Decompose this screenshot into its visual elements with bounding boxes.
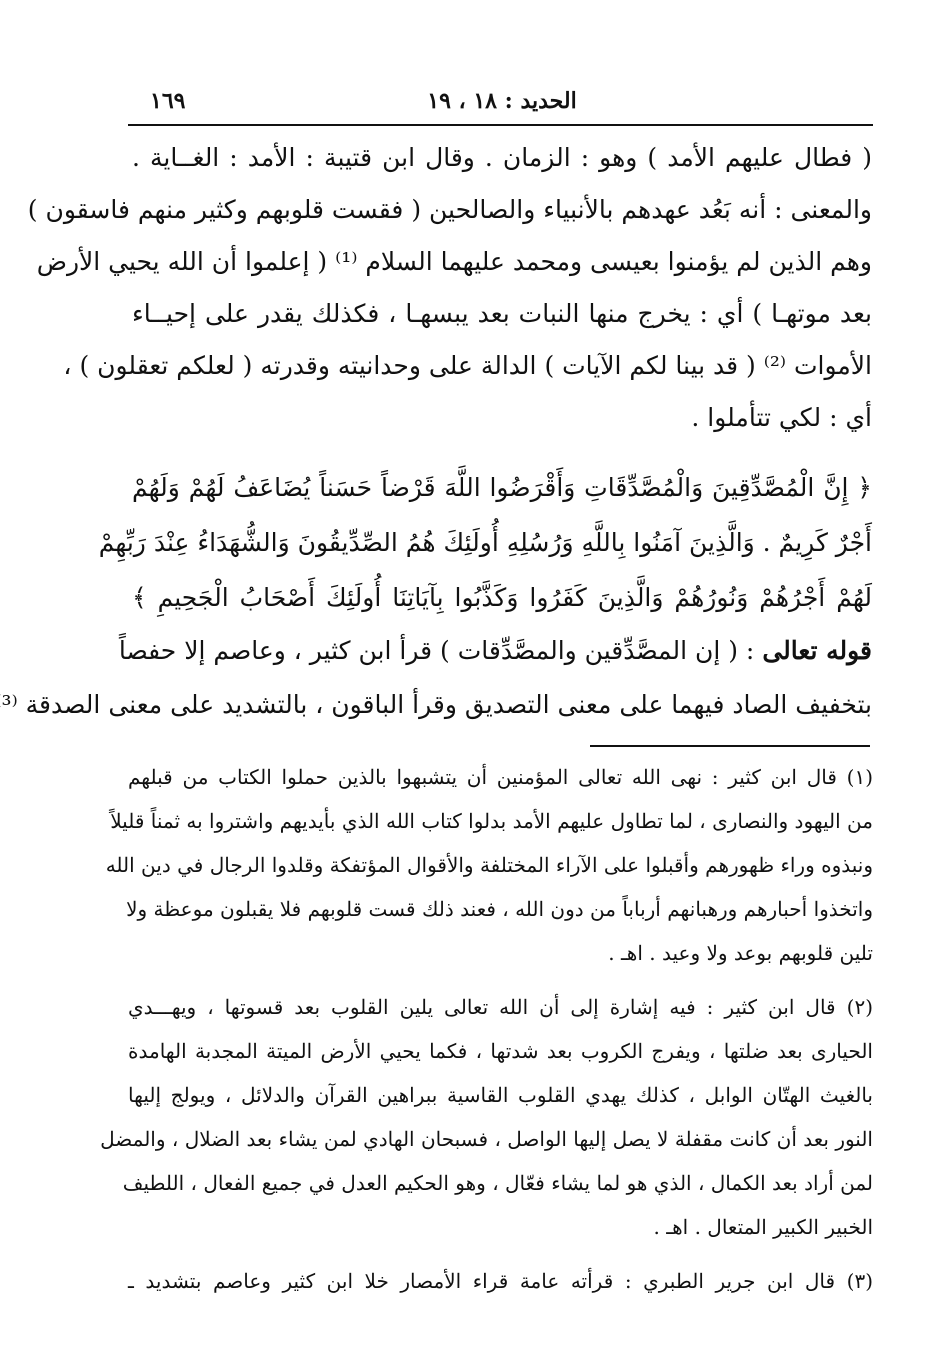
quran-verse <box>98 460 872 625</box>
commentary-text: : ( إن المصَّدِّقين والمصَّدِّقات ) قرأ ابن كثير ، وعاصم إلا حفصاً <box>118 636 755 665</box>
footnote-line: من اليهود والنصارى ، لما تطاول عليهم الأمد بدلوا كتاب الله الذي بأيديهم واشتروا به ثمناً قليلاً <box>110 809 873 833</box>
verse-line: ﴿ إِنَّ الْمُصَّدِّقِينَ وَالْمُصَّدِّقَاتِ وَأَقْرَضُوا اللَّهَ قَرْضاً حَسَناً يُضَاعَفُ لَهُمْ وَلَهُمْ <box>132 473 872 502</box>
text-line: أي : لكي تتأملوا . <box>691 403 872 432</box>
footnote-line: واتخذوا أحبارهم ورهبانهم أرباباً من دون الله ، فعند ذلك قست قلوبهم فلا يقبلون موعظة ولا <box>126 897 873 921</box>
header-rule <box>128 124 873 126</box>
text-line: الأموات ⁽²⁾ ( قد بينا لكم الآيات ) الدالة على وحدانيته وقدرته ( لعلكم تعقلون ) ، <box>63 351 872 380</box>
footnote-line: تلين قلوبهم بوعد ولا وعيد . اهـ . <box>608 941 873 965</box>
footnote-line: الخبير الكبير المتعال . اهـ . <box>653 1215 873 1239</box>
commentary-line <box>118 624 872 678</box>
main-text <box>27 132 872 444</box>
footnote-line: ونبذوه وراء ظهورهم وأقبلوا على الآراء المختلفة والأقوال المؤتفكة وقلدوا الرجال في دين الله <box>105 853 873 877</box>
verse-line: أَجْرٌ كَرِيمٌ . وَالَّذِينَ آمَنُوا بِاللَّهِ وَرُسُلِهِ أُولَئِكَ هُمُ الصِّدِّيقُونَ وَالشُّهَدَاءُ عِنْدَ رَبِّهِمْ <box>98 528 872 557</box>
footnote-line: النور بعد أن كانت مقفلة لا يصل إليها الواصل ، فسبحان الهادي لمن يشاء بعد الضلال ، والمضل <box>100 1127 873 1151</box>
commentary-lead: قوله تعالى <box>762 636 872 665</box>
footnotes <box>100 755 873 1313</box>
footnote-line: بالغيث الهتّان الوابل ، كذلك يهدي القلوب القاسية ببراهين القرآن والدلائل ، ويولج إليها <box>128 1083 873 1107</box>
page-header <box>132 82 872 122</box>
running-title: الحديد : ١٨ ، ١٩ <box>427 88 577 114</box>
footnote-line: (٣) قال ابن جرير الطبري : قرأته عامة قراء الأمصار خلا ابن كثير وعاصم بتشديد ـ <box>128 1269 873 1293</box>
footnote-line: الحيارى بعد ضلتها ، ويفرج الكروب بعد شدتها ، فكما يحيي الأرض الميتة المجدبة الهامدة <box>128 1039 873 1063</box>
text-line: ( فطال عليهم الأمد ) وهو : الزمان . وقال ابن قتيبة : الأمد : الغــاية . <box>132 143 872 172</box>
footnote-2 <box>100 985 873 1249</box>
commentary <box>1 624 872 732</box>
footnote-3 <box>128 1259 873 1303</box>
page-number: ١٦٩ <box>150 88 186 114</box>
text-line: بعد موتهـا ) أي : يخرج منها النبات بعد يبسهـا ، فكذلك يقدر على إحيــاء <box>132 299 872 328</box>
commentary-line: بتخفيف الصاد فيهما على معنى التصديق وقرأ الباقون ، بالتشديد على معنى الصدقة ⁽³ <box>1 690 872 719</box>
footnote-1 <box>105 755 873 975</box>
footnote-line: لمن أراد بعد الكمال ، الذي هو لما يشاء فعّال ، وهو الحكيم العدل في جميع الفعال ، اللطيف <box>122 1171 873 1195</box>
footnote-line: (٢) قال ابن كثير : فيه إشارة إلى أن الله تعالى يلين القلوب بعد قسوتها ، ويهـــدي <box>128 995 873 1019</box>
verse-line: لَهُمْ أَجْرُهُمْ وَنُورُهُمْ وَالَّذِينَ كَفَرُوا وَكَذَّبُوا بِآيَاتِنَا أُولَئِكَ أَصْحَابُ الْجَحِيمِ ﴾ <box>132 583 872 612</box>
text-line: والمعنى : أنه بَعُد عهدهم بالأنبياء والصالحين ( فقست قلوبهم وكثير منهم فاسقون ) <box>27 195 872 224</box>
text-line: وهم الذين لم يؤمنوا بعيسى ومحمد عليهما السلام ⁽¹⁾ ( إعلموا أن الله يحيي الأرض <box>36 247 872 276</box>
footnote-line: (١) قال ابن كثير : نهى الله تعالى المؤمنين أن يتشبهوا بالذين حملوا الكتاب من قبلهم <box>128 765 873 789</box>
footnote-rule <box>590 745 870 747</box>
